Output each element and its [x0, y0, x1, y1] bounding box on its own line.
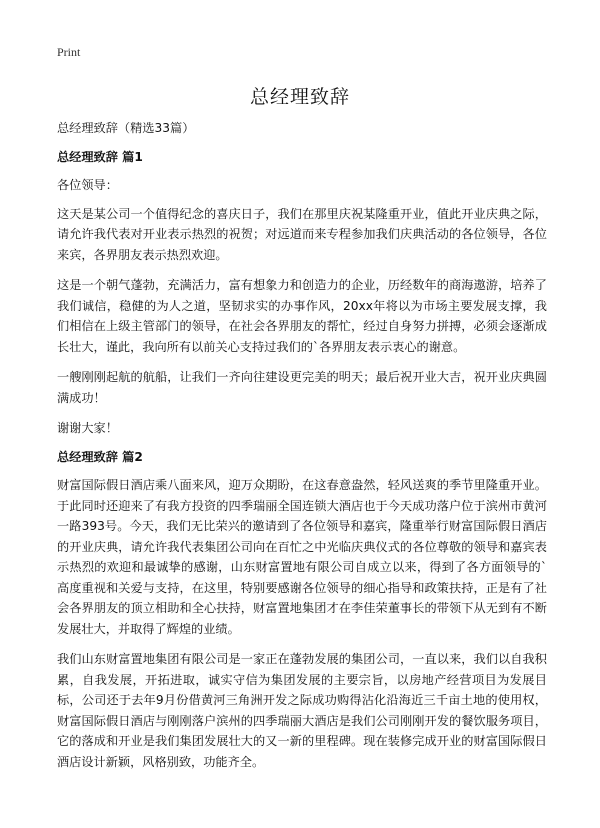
print-label[interactable]: Print	[57, 45, 81, 59]
paragraph-thanks: 谢谢大家！	[57, 421, 118, 435]
paragraph-salutation: 各位领导：	[57, 178, 118, 192]
paragraph: 这是一个朝气蓬勃，充满活力，富有想象力和创造力的企业，历经数年的商海遨游，培养了我们诚信，稳健的为人之道，坚韧求实的办事作风，20xx年将以为市场主要发展支撑，我们相信在上级主管部门的领导，在社会各界朋友的帮忙，经过自身努力拼搏，必须会逐渐成长壮大，谨此，我向所有以前关心支持过我们的`各界朋友表示衷心的谢意。	[57, 278, 547, 354]
document-subtitle: 总经理致辞（精选33篇）	[57, 121, 195, 135]
document-title: 总经理致辞	[249, 86, 350, 108]
paragraph: 这天是某公司一个值得纪念的喜庆日子，我们在那里庆祝某隆重开业，值此开业庆典之际，请允许我代表对开业表示热烈的祝贺；对远道而来专程参加我们庆典活动的各位领导，各位来宾，各界朋友表示热烈欢迎。	[57, 206, 547, 262]
paragraph: 我们山东财富置地集团有限公司是一家正在蓬勃发展的集团公司，一直以来，我们以自我积累，自我发展，开拓进取，诚实守信为集团发展的主要宗旨，以房地产经营项目为发展目标，公司还于去年9月份借黄河三角洲开发之际成功购得沾化沿海近三千亩土地的使用权，财富国际假日酒店与刚刚落户滨州的四季瑞丽大酒店是我们公司刚刚开发的餐饮服务项目，它的落成和开业是我们集团发展壮大的又一新的里程碑。现在装修完成开业的财富国际假日酒店设计新颖，风格别致，功能齐全。	[57, 652, 547, 769]
section-heading-1: 总经理致辞 篇1	[57, 149, 143, 164]
document-body	[57, 118, 547, 782]
section-heading-2: 总经理致辞 篇2	[57, 449, 143, 464]
paragraph: 一艘刚刚起航的航船，让我们一齐向往建设更完美的明天；最后祝开业大吉，祝开业庆典圆满成功！	[57, 370, 547, 405]
paragraph: 财富国际假日酒店乘八面来风，迎万众期盼，在这春意盎然，轻风送爽的季节里隆重开业。于此同时还迎来了有我方投资的四季瑞丽全国连锁大酒店也于今天成功落户位于滨州市黄河一路393号。今天，我们无比荣兴的邀请到了各位领导和嘉宾，隆重举行财富国际假日酒店的开业庆典，请允许我代表集团公司向在百忙之中光临庆典仪式的各位尊敬的领导和嘉宾表示热烈的欢迎和最诚挚的感谢，山东财富置地有限公司自成立以来，得到了各方面领导的`高度重视和关爱与支持，在这里，特别要感谢各位领导的细心指导和政策扶持，正是有了社会各界朋友的顶立相助和全心扶持，财富置地集团才在李佳荣董事长的带领下从无到有不断发展壮大，并取得了辉煌的业绩。	[57, 478, 547, 636]
